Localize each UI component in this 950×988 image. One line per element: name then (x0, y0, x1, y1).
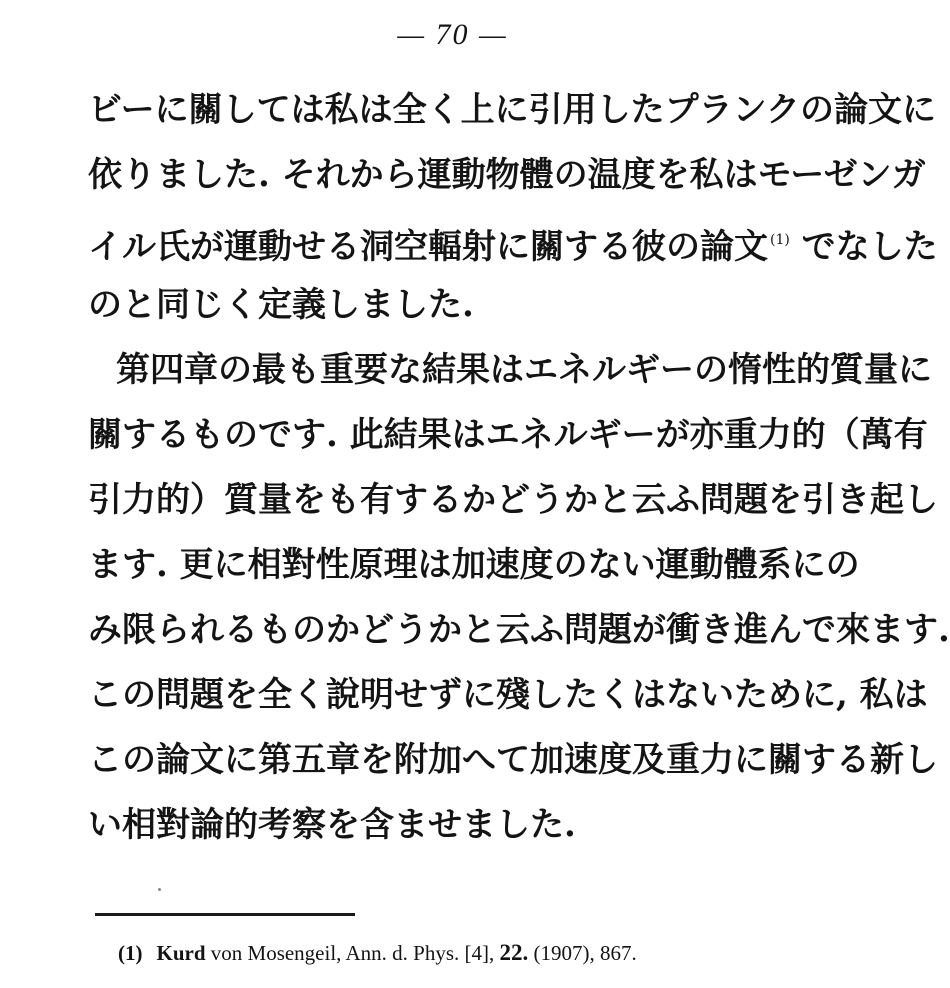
text-line: 第四章の最も重要な結果はエネルギーの惰性的質量に (116, 350, 932, 390)
text-line: のと同じく定義しました. (88, 285, 474, 325)
text-line (88, 208, 938, 273)
text-line: 關するものです. 此結果はエネルギーが亦重力的（萬有 (88, 415, 928, 455)
text-line: 引力的）質量をも有するかどうかと云ふ問題を引き起し (88, 480, 938, 520)
footnote-text: von Mosengeil, Ann. d. Phys. [4], (205, 941, 500, 965)
footnote-volume: 22. (499, 940, 529, 965)
text-line: この論文に第五章を附加へて加速度及重力に關する新し (88, 740, 938, 780)
text-line: 依りました. それから運動物體の温度を私はモーゼンガ (88, 155, 926, 195)
text-line-head: イル氏が運動せる洞空輻射に關する彼の論文 (88, 227, 768, 267)
text-line: ます. 更に相對性原理は加速度のない運動體系にの (88, 545, 860, 585)
text-line-tail: でなした (789, 227, 938, 267)
text-line: い相對論的考察を含ませました. (88, 805, 576, 845)
page-number: — 70 — (397, 18, 508, 51)
text-line: ビーに關しては私は全く上に引用したプランクの論文に (88, 90, 936, 130)
scan-speck (158, 888, 161, 891)
footnote-marker: (1) (118, 941, 143, 965)
footnote-reference[interactable]: (1) (770, 232, 790, 248)
footnote (118, 940, 637, 966)
body-text (88, 78, 950, 858)
text-line: み限られるものかどうかと云ふ問題が衝き進んで來ます. (88, 610, 950, 650)
footnote-divider (95, 913, 355, 916)
text-line: この問題を全く說明せずに殘したくはないために, 私は (88, 675, 928, 715)
footnote-tail: (1907), 867. (528, 941, 637, 965)
footnote-author: Kurd (156, 941, 206, 965)
